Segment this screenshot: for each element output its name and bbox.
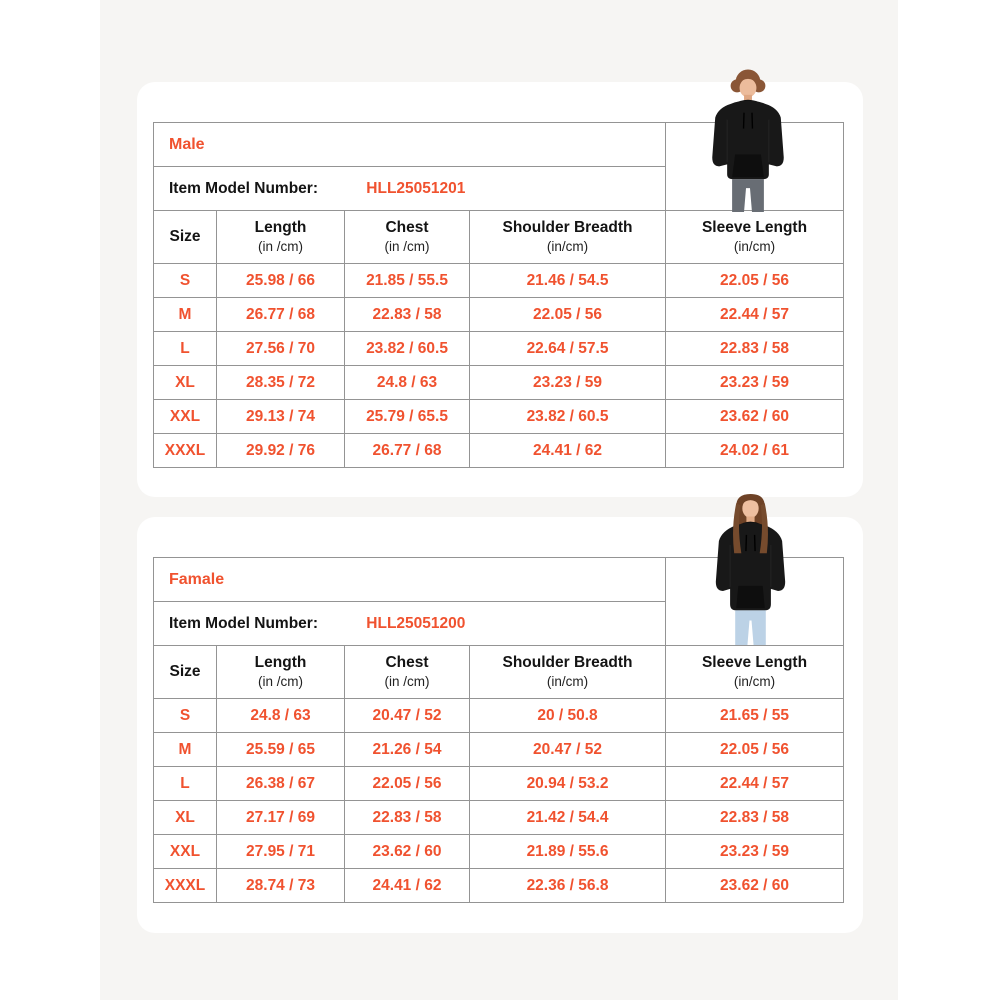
male-size-table <box>153 122 844 468</box>
measurement-cell: 24.41 / 62 <box>345 869 470 903</box>
item-model-number-value: HLL25051200 <box>366 614 466 632</box>
table-row <box>154 434 844 468</box>
measurement-cell: 23.23 / 59 <box>666 835 844 869</box>
female-size-table <box>153 557 844 903</box>
column-header-size: Size <box>154 211 217 264</box>
column-header-length: Length (in /cm) <box>217 646 345 699</box>
table-row <box>154 332 844 366</box>
measurement-cell: 22.05 / 56 <box>666 733 844 767</box>
column-header-sleeve-length: Sleeve Length (in/cm) <box>666 646 844 699</box>
gender-title-cell <box>154 123 666 167</box>
measurement-cell: 27.95 / 71 <box>217 835 345 869</box>
table-row <box>154 298 844 332</box>
measurement-cell: 22.83 / 58 <box>666 801 844 835</box>
female-size-chart-card <box>137 517 863 933</box>
column-header-length: Length (in /cm) <box>217 211 345 264</box>
table-row <box>154 733 844 767</box>
measurement-cell: 24.41 / 62 <box>470 434 666 468</box>
column-header-row <box>154 646 844 699</box>
measurement-cell: 25.98 / 66 <box>217 264 345 298</box>
measurement-cell: 26.38 / 67 <box>217 767 345 801</box>
model-photo-cell <box>666 123 844 211</box>
size-cell: L <box>154 767 217 801</box>
measurement-cell: 22.05 / 56 <box>666 264 844 298</box>
measurement-cell: 23.82 / 60.5 <box>345 332 470 366</box>
table-title-row <box>154 123 844 167</box>
column-header-chest: Chest (in /cm) <box>345 646 470 699</box>
model-photo-cell <box>666 558 844 646</box>
column-header-sleeve-length: Sleeve Length (in/cm) <box>666 211 844 264</box>
table-row <box>154 869 844 903</box>
measurement-cell: 24.8 / 63 <box>217 699 345 733</box>
measurement-cell: 27.56 / 70 <box>217 332 345 366</box>
measurement-cell: 23.23 / 59 <box>470 366 666 400</box>
measurement-cell: 23.62 / 60 <box>345 835 470 869</box>
measurement-cell: 22.05 / 56 <box>470 298 666 332</box>
measurement-cell: 22.64 / 57.5 <box>470 332 666 366</box>
size-cell: XXL <box>154 400 217 434</box>
measurement-cell: 21.26 / 54 <box>345 733 470 767</box>
column-header-chest: Chest (in /cm) <box>345 211 470 264</box>
gender-label: Famale <box>169 570 225 588</box>
measurement-cell: 21.65 / 55 <box>666 699 844 733</box>
measurement-cell: 22.83 / 58 <box>666 332 844 366</box>
measurement-cell: 22.83 / 58 <box>345 801 470 835</box>
measurement-cell: 24.02 / 61 <box>666 434 844 468</box>
measurement-cell: 26.77 / 68 <box>345 434 470 468</box>
measurement-cell: 21.85 / 55.5 <box>345 264 470 298</box>
measurement-cell: 28.74 / 73 <box>217 869 345 903</box>
column-header-row <box>154 211 844 264</box>
measurement-cell: 20.47 / 52 <box>470 733 666 767</box>
measurement-cell: 23.23 / 59 <box>666 366 844 400</box>
male-size-chart-card <box>137 82 863 497</box>
measurement-cell: 25.59 / 65 <box>217 733 345 767</box>
size-cell: XXXL <box>154 869 217 903</box>
size-cell: S <box>154 699 217 733</box>
measurement-cell: 22.05 / 56 <box>345 767 470 801</box>
measurement-cell: 21.42 / 54.4 <box>470 801 666 835</box>
table-row <box>154 835 844 869</box>
table-row <box>154 801 844 835</box>
gender-title-cell <box>154 558 666 602</box>
measurement-cell: 29.92 / 76 <box>217 434 345 468</box>
size-cell: XXXL <box>154 434 217 468</box>
table-row <box>154 400 844 434</box>
column-header-size: Size <box>154 646 217 699</box>
table-row <box>154 264 844 298</box>
measurement-cell: 27.17 / 69 <box>217 801 345 835</box>
size-cell: S <box>154 264 217 298</box>
measurement-cell: 20.47 / 52 <box>345 699 470 733</box>
size-cell: L <box>154 332 217 366</box>
table-row <box>154 366 844 400</box>
measurement-cell: 24.8 / 63 <box>345 366 470 400</box>
column-header-shoulder-breadth: Shoulder Breadth (in/cm) <box>470 211 666 264</box>
size-cell: M <box>154 298 217 332</box>
size-cell: M <box>154 733 217 767</box>
measurement-cell: 23.62 / 60 <box>666 400 844 434</box>
measurement-cell: 22.36 / 56.8 <box>470 869 666 903</box>
gender-label: Male <box>169 135 205 153</box>
size-cell: XL <box>154 801 217 835</box>
measurement-cell: 20.94 / 53.2 <box>470 767 666 801</box>
measurement-cell: 25.79 / 65.5 <box>345 400 470 434</box>
column-header-shoulder-breadth: Shoulder Breadth (in/cm) <box>470 646 666 699</box>
measurement-cell: 22.83 / 58 <box>345 298 470 332</box>
measurement-cell: 26.77 / 68 <box>217 298 345 332</box>
item-model-number-label: Item Model Number: <box>169 179 318 197</box>
measurement-cell: 20 / 50.8 <box>470 699 666 733</box>
measurement-cell: 29.13 / 74 <box>217 400 345 434</box>
size-cell: XL <box>154 366 217 400</box>
measurement-cell: 22.44 / 57 <box>666 767 844 801</box>
size-cell: XXL <box>154 835 217 869</box>
table-row <box>154 699 844 733</box>
item-model-number-value: HLL25051201 <box>366 179 466 197</box>
measurement-cell: 22.44 / 57 <box>666 298 844 332</box>
measurement-cell: 21.89 / 55.6 <box>470 835 666 869</box>
table-title-row <box>154 558 844 602</box>
measurement-cell: 28.35 / 72 <box>217 366 345 400</box>
model-number-cell <box>154 167 666 211</box>
item-model-number-label: Item Model Number: <box>169 614 318 632</box>
measurement-cell: 21.46 / 54.5 <box>470 264 666 298</box>
table-row <box>154 767 844 801</box>
measurement-cell: 23.82 / 60.5 <box>470 400 666 434</box>
model-number-cell <box>154 602 666 646</box>
measurement-cell: 23.62 / 60 <box>666 869 844 903</box>
